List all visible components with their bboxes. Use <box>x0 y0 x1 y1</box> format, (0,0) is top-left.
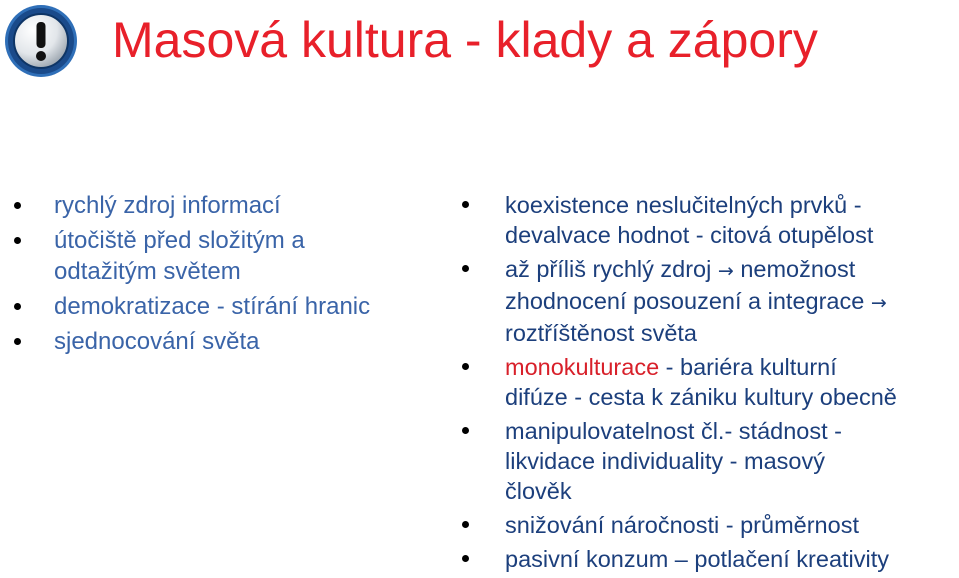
arrow-right-icon: → <box>717 260 734 282</box>
bullet-icon <box>462 265 469 272</box>
pros-text: demokratizace - stírání hranic <box>54 293 371 320</box>
bullet-icon <box>462 363 469 370</box>
cons-text: difúze - cesta k zániku kultury obecně <box>505 384 897 410</box>
list-item <box>14 326 424 357</box>
cons-text: manipulovatelnost čl.- stádnost - <box>505 418 842 444</box>
cons-text: člověk <box>505 478 572 504</box>
pros-text: sjednocování světa <box>54 328 260 355</box>
list-item <box>462 190 959 250</box>
cons-text: koexistence neslučitelných prvků - <box>505 192 862 218</box>
list-item <box>462 254 959 348</box>
arrow-right-icon: → <box>870 292 887 314</box>
cons-text: likvidace individuality - masový <box>505 448 825 474</box>
list-item <box>14 190 424 221</box>
list-item <box>462 544 959 574</box>
cons-text: až příliš rychlý zdroj <box>505 256 712 282</box>
cons-text: pasivní konzum – potlačení kreativity <box>505 546 890 572</box>
page-title: Masová kultura - klady a zápory <box>112 12 818 68</box>
bullet-icon <box>462 427 469 434</box>
bullet-icon <box>462 521 469 528</box>
cons-text: - bariéra kulturní <box>659 354 837 380</box>
highlighted-term: monokulturace <box>505 354 660 380</box>
cons-list <box>462 190 959 578</box>
bullet-icon <box>14 303 21 310</box>
pros-text: útočiště před složitým a <box>54 227 305 254</box>
bullet-icon <box>462 555 469 562</box>
list-item <box>14 291 424 322</box>
list-item <box>14 225 424 287</box>
bullet-icon <box>14 338 21 345</box>
bullet-icon <box>14 237 21 244</box>
bullet-icon <box>462 201 469 208</box>
cons-text: devalvace hodnot - citová otupělost <box>505 222 874 248</box>
cons-text: snižování náročnosti - průměrnost <box>505 512 859 538</box>
pros-text: rychlý zdroj informací <box>54 192 281 219</box>
list-item <box>462 416 959 506</box>
pros-text: odtažitým světem <box>54 258 241 285</box>
pros-list <box>14 190 424 361</box>
cons-text: nemožnost <box>740 256 856 282</box>
exclamation-warning-icon <box>2 2 80 80</box>
list-item <box>462 510 959 540</box>
list-item <box>462 352 959 412</box>
cons-text: zhodnocení posouzení a integrace <box>505 288 865 314</box>
cons-text: roztříštěnost světa <box>505 320 697 346</box>
bullet-icon <box>14 202 21 209</box>
